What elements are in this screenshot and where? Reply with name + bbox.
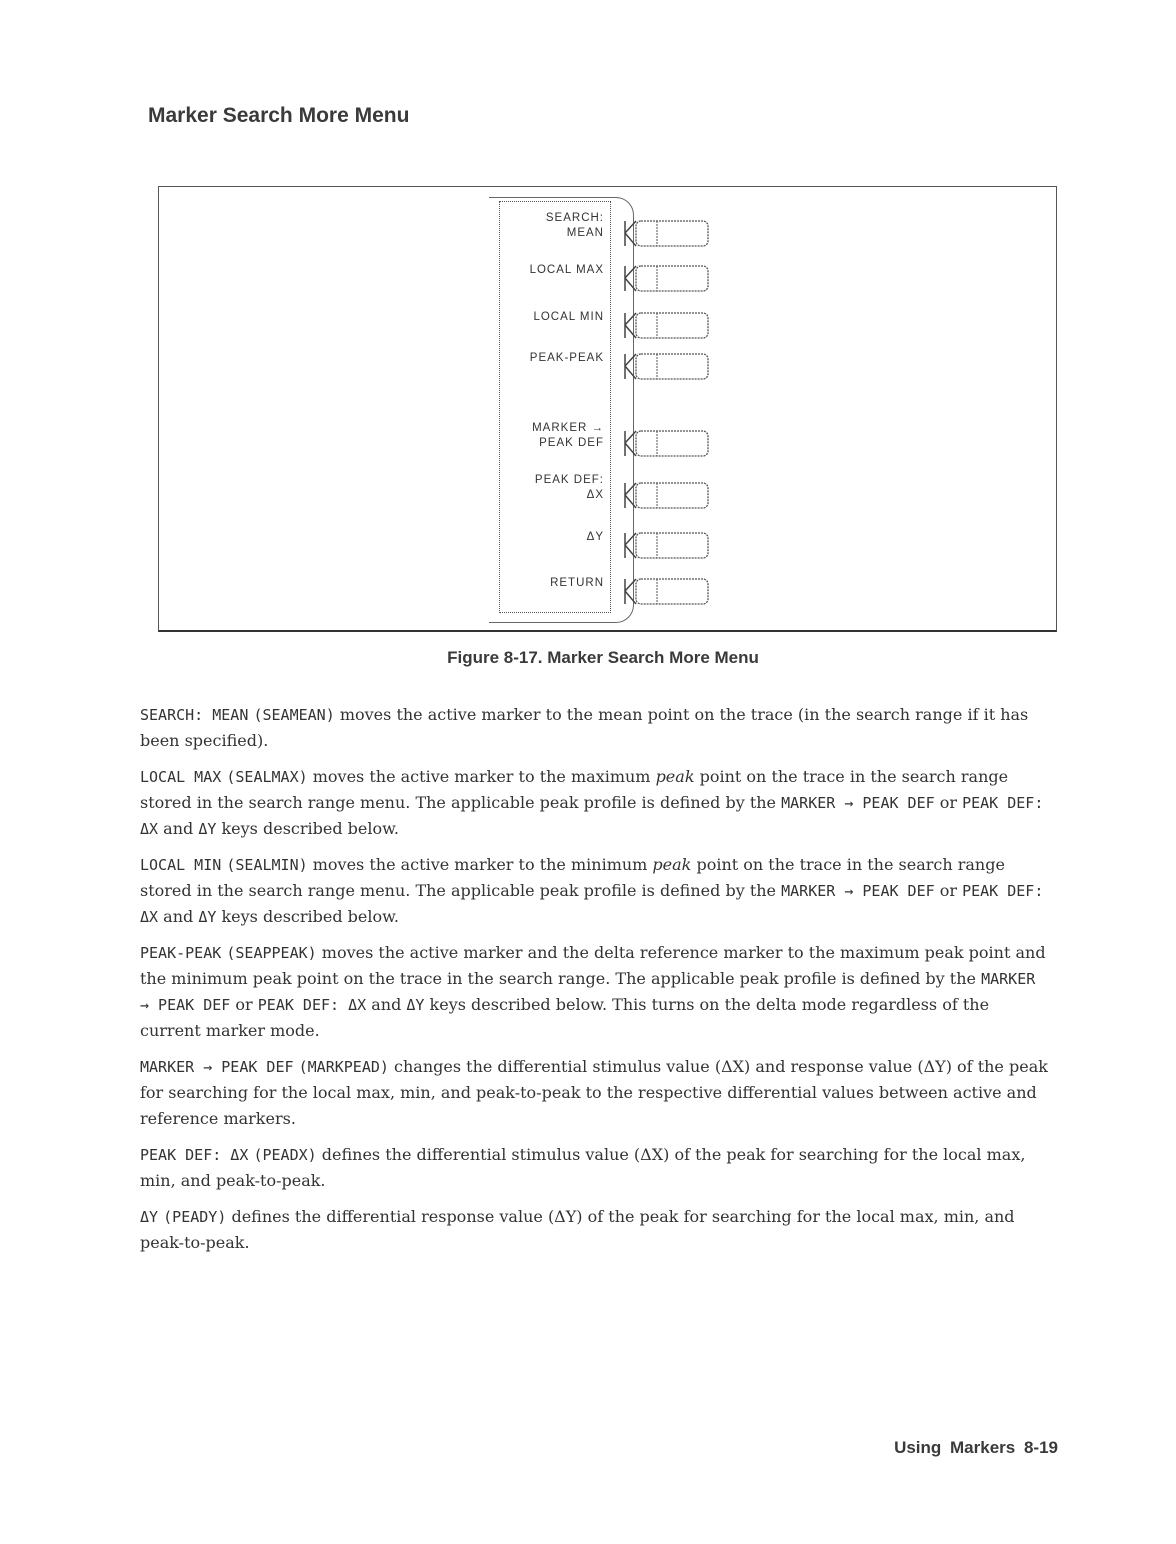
text-run: changes the differential stimulus value (ΔX) and response value (ΔY) of the peak for searching for the local max, min, and peak-to-peak to the respective differential values between active and reference markers. bbox=[140, 1057, 1048, 1128]
key-name: LOCAL MAX bbox=[140, 768, 222, 786]
key-name: (MARKPEAD) bbox=[298, 1058, 389, 1076]
text-run: keys described below. This turns on the delta mode regardless of the current marker mode. bbox=[140, 995, 990, 1040]
softkey-button bbox=[624, 219, 714, 254]
softkey-label-line: PEAK DEF: bbox=[534, 474, 604, 486]
text-run: keys described below. bbox=[216, 819, 400, 838]
paragraph bbox=[140, 764, 1050, 842]
softkey-label-line: MARKER → bbox=[532, 422, 604, 434]
text-run: defines the differential stimulus value (ΔX) of the peak for searching for the local max, min, and peak-to-peak. bbox=[140, 1145, 1026, 1190]
text-run: and bbox=[158, 907, 199, 926]
key-name: (SEAMEAN) bbox=[253, 706, 335, 724]
paragraph bbox=[140, 1204, 1050, 1256]
key-name: ΔY bbox=[198, 820, 217, 838]
softkey-label bbox=[535, 473, 604, 503]
softkey-icon bbox=[624, 264, 714, 294]
text-run: and bbox=[366, 995, 407, 1014]
softkey-menu-figure bbox=[158, 186, 1057, 632]
softkey-label-panel bbox=[499, 201, 611, 613]
softkey-icon bbox=[624, 481, 714, 511]
key-name: PEAK DEF: ΔX bbox=[257, 996, 367, 1014]
softkey-icon bbox=[624, 531, 714, 561]
key-name: ΔY bbox=[406, 996, 425, 1014]
paragraph bbox=[140, 852, 1050, 930]
text-run: and bbox=[158, 819, 199, 838]
softkey-label bbox=[550, 576, 604, 591]
softkey-label bbox=[546, 211, 604, 241]
softkey-label-line: PEAK-PEAK bbox=[529, 352, 604, 364]
key-name: (SEALMIN) bbox=[226, 856, 308, 874]
key-name: MARKER → PEAK DEF bbox=[140, 1058, 294, 1076]
text-run: moves the active marker and the delta reference marker to the maximum peak point and the minimum peak point on the trace in the search range. The applicable peak profile is defined by the bbox=[140, 943, 1046, 988]
softkey-icon bbox=[624, 352, 714, 382]
footer-section: Using Markers bbox=[894, 1438, 1016, 1457]
text-run: moves the active marker to the maximum bbox=[307, 767, 656, 786]
body-text bbox=[140, 702, 1050, 1266]
text-run: or bbox=[934, 881, 963, 900]
softkey-label bbox=[587, 530, 604, 545]
key-name: SEARCH: MEAN bbox=[140, 706, 249, 724]
softkey-label-line: SEARCH: bbox=[545, 212, 604, 224]
softkey-label-line: LOCAL MIN bbox=[533, 311, 604, 323]
text-run: point on the trace in the search range stored in the search range menu. The applicable peak profile is defined by the bbox=[140, 767, 1009, 812]
text-run: defines the differential response value (ΔY) of the peak for searching for the local max, min, and peak-to-peak. bbox=[140, 1207, 1015, 1252]
paragraph bbox=[140, 1054, 1050, 1132]
key-name: MARKER → PEAK DEF bbox=[781, 882, 935, 900]
key-name: (SEALMAX) bbox=[226, 768, 308, 786]
softkey-icon bbox=[624, 577, 714, 607]
text-run: or bbox=[934, 793, 963, 812]
softkey-label-line: ΔX bbox=[586, 489, 604, 501]
softkey-label bbox=[532, 421, 604, 451]
softkey-button bbox=[624, 352, 714, 387]
section-title: Marker Search More Menu bbox=[148, 104, 410, 127]
key-name: PEAK DEF: ΔX bbox=[140, 1146, 249, 1164]
key-name: LOCAL MIN bbox=[140, 856, 222, 874]
softkey-label bbox=[530, 263, 604, 278]
key-name: ΔY bbox=[140, 1208, 159, 1226]
text-run: keys described below. bbox=[216, 907, 400, 926]
key-name: PEAK DEF: ΔX bbox=[140, 882, 1044, 926]
key-name: MARKER → PEAK DEF bbox=[140, 970, 1036, 1014]
text-run: moves the active marker to the minimum bbox=[307, 855, 653, 874]
softkey-label-line: RETURN bbox=[550, 577, 604, 589]
softkey-icon bbox=[624, 429, 714, 459]
text-run: or bbox=[230, 995, 258, 1014]
softkey-button bbox=[624, 429, 714, 464]
key-name: PEAK DEF: ΔX bbox=[140, 794, 1044, 838]
paragraph bbox=[140, 940, 1050, 1044]
paragraph bbox=[140, 1142, 1050, 1194]
key-name: (SEAPPEAK) bbox=[226, 944, 317, 962]
page-footer bbox=[894, 1438, 1058, 1458]
softkey-button bbox=[624, 577, 714, 612]
text-run: peak bbox=[652, 855, 692, 874]
figure-caption: Figure 8-17. Marker Search More Menu bbox=[447, 648, 759, 667]
footer-page-number: 8-19 bbox=[1023, 1438, 1058, 1457]
softkey-button bbox=[624, 531, 714, 566]
softkey-button bbox=[624, 311, 714, 346]
softkey-label bbox=[530, 351, 604, 366]
key-name: PEAK-PEAK bbox=[140, 944, 222, 962]
softkey-icon bbox=[624, 219, 714, 249]
key-name: (PEADY) bbox=[163, 1208, 227, 1226]
paragraph bbox=[140, 702, 1050, 754]
softkey-label-line: ΔY bbox=[586, 531, 604, 543]
text-run: moves the active marker to the mean point on the trace (in the search range if it has been specified). bbox=[140, 705, 1029, 750]
key-name: MARKER → PEAK DEF bbox=[781, 794, 935, 812]
text-run: point on the trace in the search range stored in the search range menu. The applicable peak profile is defined by the bbox=[140, 855, 1005, 900]
softkey-label bbox=[533, 310, 604, 325]
softkey-button bbox=[624, 481, 714, 516]
softkey-label-line: PEAK DEF bbox=[539, 437, 604, 449]
text-run: peak bbox=[655, 767, 695, 786]
softkey-icon bbox=[624, 311, 714, 341]
softkey-label-line: LOCAL MAX bbox=[529, 264, 604, 276]
softkey-button bbox=[624, 264, 714, 299]
key-name: (PEADX) bbox=[253, 1146, 317, 1164]
key-name: ΔY bbox=[198, 908, 217, 926]
softkey-label-line: MEAN bbox=[566, 227, 604, 239]
